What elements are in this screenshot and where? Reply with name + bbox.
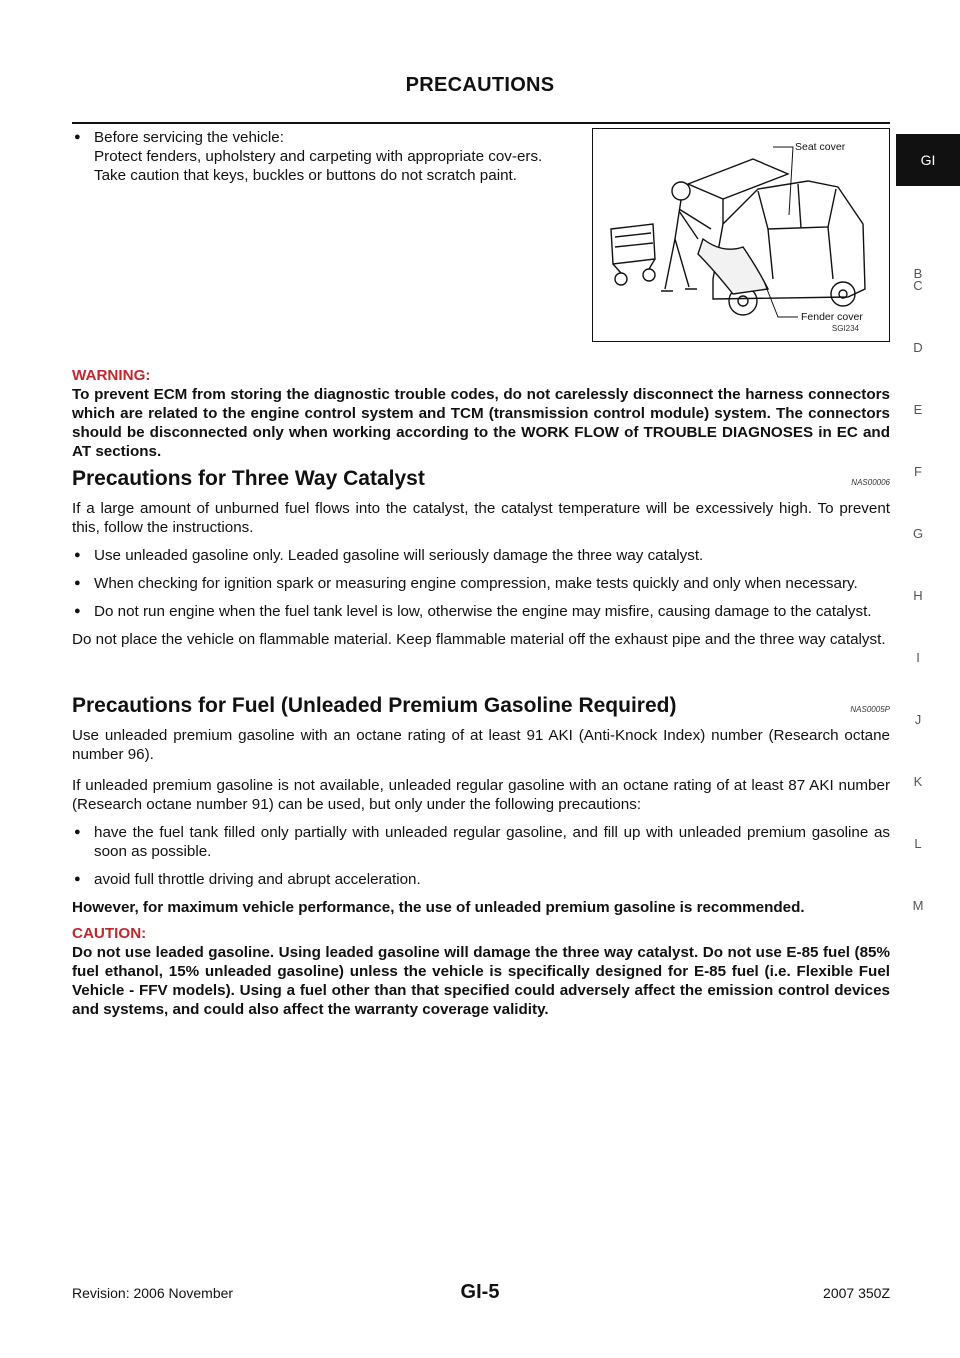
warning-block [72, 366, 890, 461]
title-rule [72, 122, 890, 124]
footer-model: 2007 350Z [823, 1285, 890, 1301]
section-tab-l[interactable]: L [914, 836, 922, 851]
catalyst-closing: Do not place the vehicle on flammable material. Keep flammable material off the exhaust pipe and the three way catalyst. [72, 631, 886, 648]
section-tab-active[interactable]: GI [896, 134, 960, 186]
page-title: PRECAUTIONS [405, 74, 555, 96]
section-tab-j[interactable]: J [914, 712, 922, 727]
section-tab-g[interactable]: G [912, 526, 924, 541]
footer-revision: Revision: 2006 November [72, 1285, 234, 1301]
fuel-bullet: ● have the fuel tank filled only partially with unleaded regular gasoline, and fill up with unleaded premium gasoline as soon as possible. [72, 823, 890, 861]
section-tab-d[interactable]: D [913, 340, 923, 355]
warning-text: To prevent ECM from storing the diagnostic trouble codes, do not carelessly disconnect the harness connectors which are related to the engine control system and TCM (transmission control module) system. The connectors should be disconnected only when working according to the WORK FLOW of TROUBLE DIAGNOSES in EC and AT sections. [72, 386, 890, 460]
intro-block [72, 128, 584, 185]
catalyst-bullet: ● Do not run engine when the fuel tank level is low, otherwise the engine may misfire, causing damage to the catalyst. [72, 602, 890, 621]
caution-heading: CAUTION: [72, 925, 147, 942]
section-tab-i[interactable]: I [916, 650, 920, 665]
section-heading-catalyst [72, 465, 890, 493]
section-tab-e[interactable]: E [913, 402, 923, 417]
section-title: Precautions for Fuel (Unleaded Premium Gasoline Required) [72, 694, 677, 717]
fuel-bold-note: However, for maximum vehicle performance, the use of unleaded premium gasoline is recommended. [72, 899, 805, 916]
catalyst-intro: If a large amount of unburned fuel flows into the catalyst, the catalyst temperature will be excessively high. To prevent this, follow the instructions. [72, 500, 890, 536]
section-tab-f[interactable]: F [914, 464, 922, 479]
fuel-para-2: If unleaded premium gasoline is not available, unleaded regular gasoline with an octane rating of at least 87 AKI number (Research octane number 91) can be used, but only under the following precautions: [72, 777, 890, 813]
catalyst-bullet: ● Use unleaded gasoline only. Leaded gasoline will seriously damage the three way catalyst. [72, 546, 890, 565]
catalyst-bullet: ● When checking for ignition spark or measuring engine compression, make tests quickly and only when necessary. [72, 574, 890, 593]
caution-text: Do not use leaded gasoline. Using leaded gasoline will damage the three way catalyst. Do not use E-85 fuel (85% fuel ethanol, 15% unleaded gasoline) unless the vehicle is specifically designed for E-85 fuel (i.e. Flexible Fuel Vehicle - FFV models). Using a fuel other than that specified could adversely affect the emission control devices and systems, and could also affect the warranty coverage validity. [72, 944, 890, 1018]
section-code: NAS00006 [851, 478, 890, 487]
fuel-bullet: ● avoid full throttle driving and abrupt acceleration. [72, 870, 890, 889]
section-tab-c[interactable]: C [913, 278, 923, 293]
section-code: NAS0005P [850, 705, 890, 714]
section-tab-h[interactable]: H [913, 588, 923, 603]
seat-cover-label: Seat cover [795, 141, 846, 153]
warning-heading: WARNING: [72, 367, 151, 384]
figure-code: SGI234 [831, 324, 859, 333]
intro-bullet: ● Before servicing the vehicle: [72, 128, 584, 147]
section-body-fuel [72, 726, 890, 917]
section-tab-k[interactable]: K [913, 774, 923, 789]
fender-cover-label: Fender cover [801, 311, 863, 323]
intro-line-3: Take caution that keys, buckles or buttons do not scratch paint. [94, 167, 517, 184]
fuel-para-1: Use unleaded premium gasoline with an octane rating of at least 91 AKI (Anti-Knock Index) number (Research octane number 96). [72, 727, 890, 763]
figure-seat-fender-cover [592, 128, 890, 342]
section-title: Precautions for Three Way Catalyst [72, 467, 425, 490]
section-tab-m[interactable]: M [912, 898, 924, 913]
section-heading-fuel [72, 692, 890, 720]
caution-block [72, 924, 890, 1019]
section-tab-b[interactable]: B [913, 266, 923, 281]
intro-line-2: Protect fenders, upholstery and carpeting with appropriate cov-ers. [94, 148, 543, 165]
footer-page-number: GI-5 [460, 1281, 500, 1303]
section-body-catalyst [72, 499, 890, 649]
car-service-illustration [593, 129, 888, 340]
